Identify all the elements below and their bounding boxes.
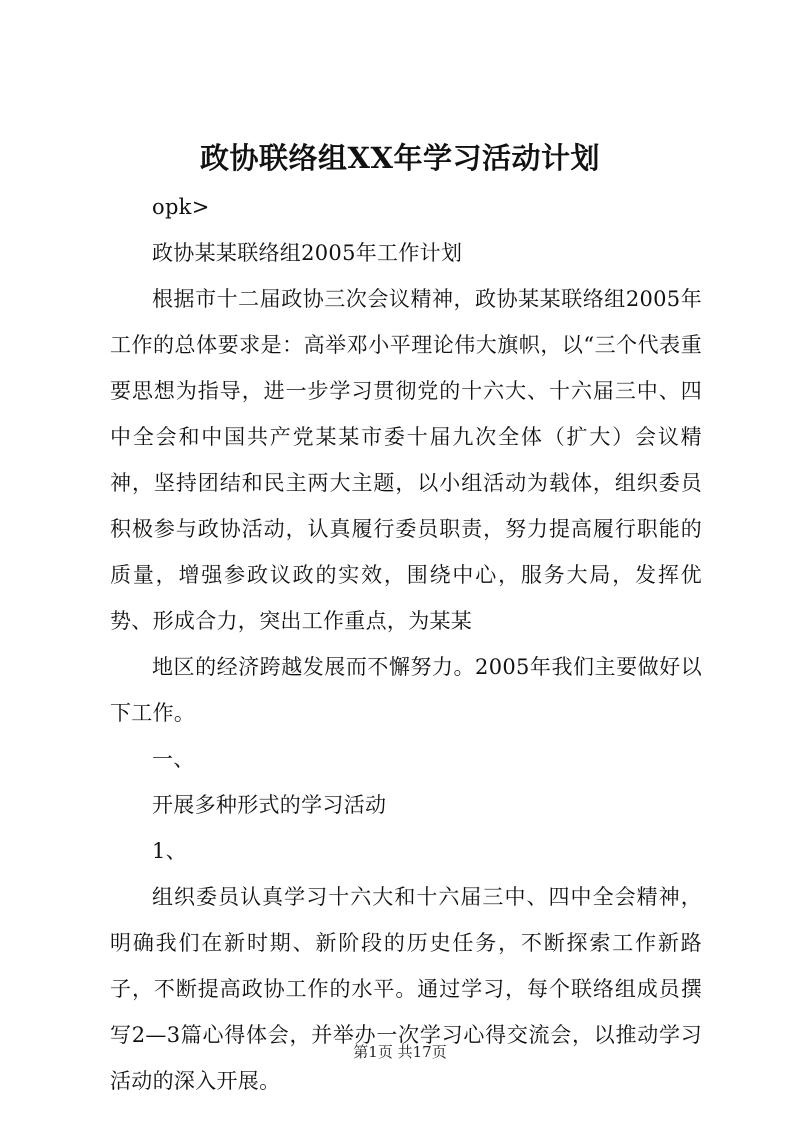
paragraph-opk: opk> [152,195,210,219]
document-body [110,184,702,1104]
item-number-one: 1、 [152,839,187,863]
document-title: 政协联络组XX年学习活动计划 [199,141,600,175]
paragraph-development-goal: 地区的经济跨越发展而不懈努力。2005年我们主要做好以下工作。 [110,655,702,725]
paragraph-study-organization: 组织委员认真学习十六大和十六届三中、四中全会精神，明确我们在新时期、新阶段的历史任务，不断探索工作新路子，不断提高政协工作的水平。通过学习，每个联络组成员撰写2—3篇心得体会，并举办一次学习心得交流会，以推动学习活动的深入开展。 [110,885,702,1093]
paragraph-overall-requirements: 根据市十二届政协三次会议精神，政协某某联络组2005年工作的总体要求是：高举邓小平理论伟大旗帜，以“三个代表重要思想为指导，进一步学习贯彻党的十六大、十六届三中、四中全会和中国共产党某某市委十届九次全体（扩大）会议精神，坚持团结和民主两大主题，以小组活动为载体，组织委员积极参与政协活动，认真履行委员职责，努力提高履行职能的质量，增强参政议政的实效，围绕中心，服务大局，发挥优势、形成合力，突出工作重点，为某某 [110,287,702,633]
section-number-one: 一、 [152,747,195,771]
page-footer: 第1页 共17页 [353,1043,447,1061]
section-heading-study-activities: 开展多种形式的学习活动 [152,793,387,817]
paragraph-plan-heading: 政协某某联络组2005年工作计划 [152,241,463,265]
